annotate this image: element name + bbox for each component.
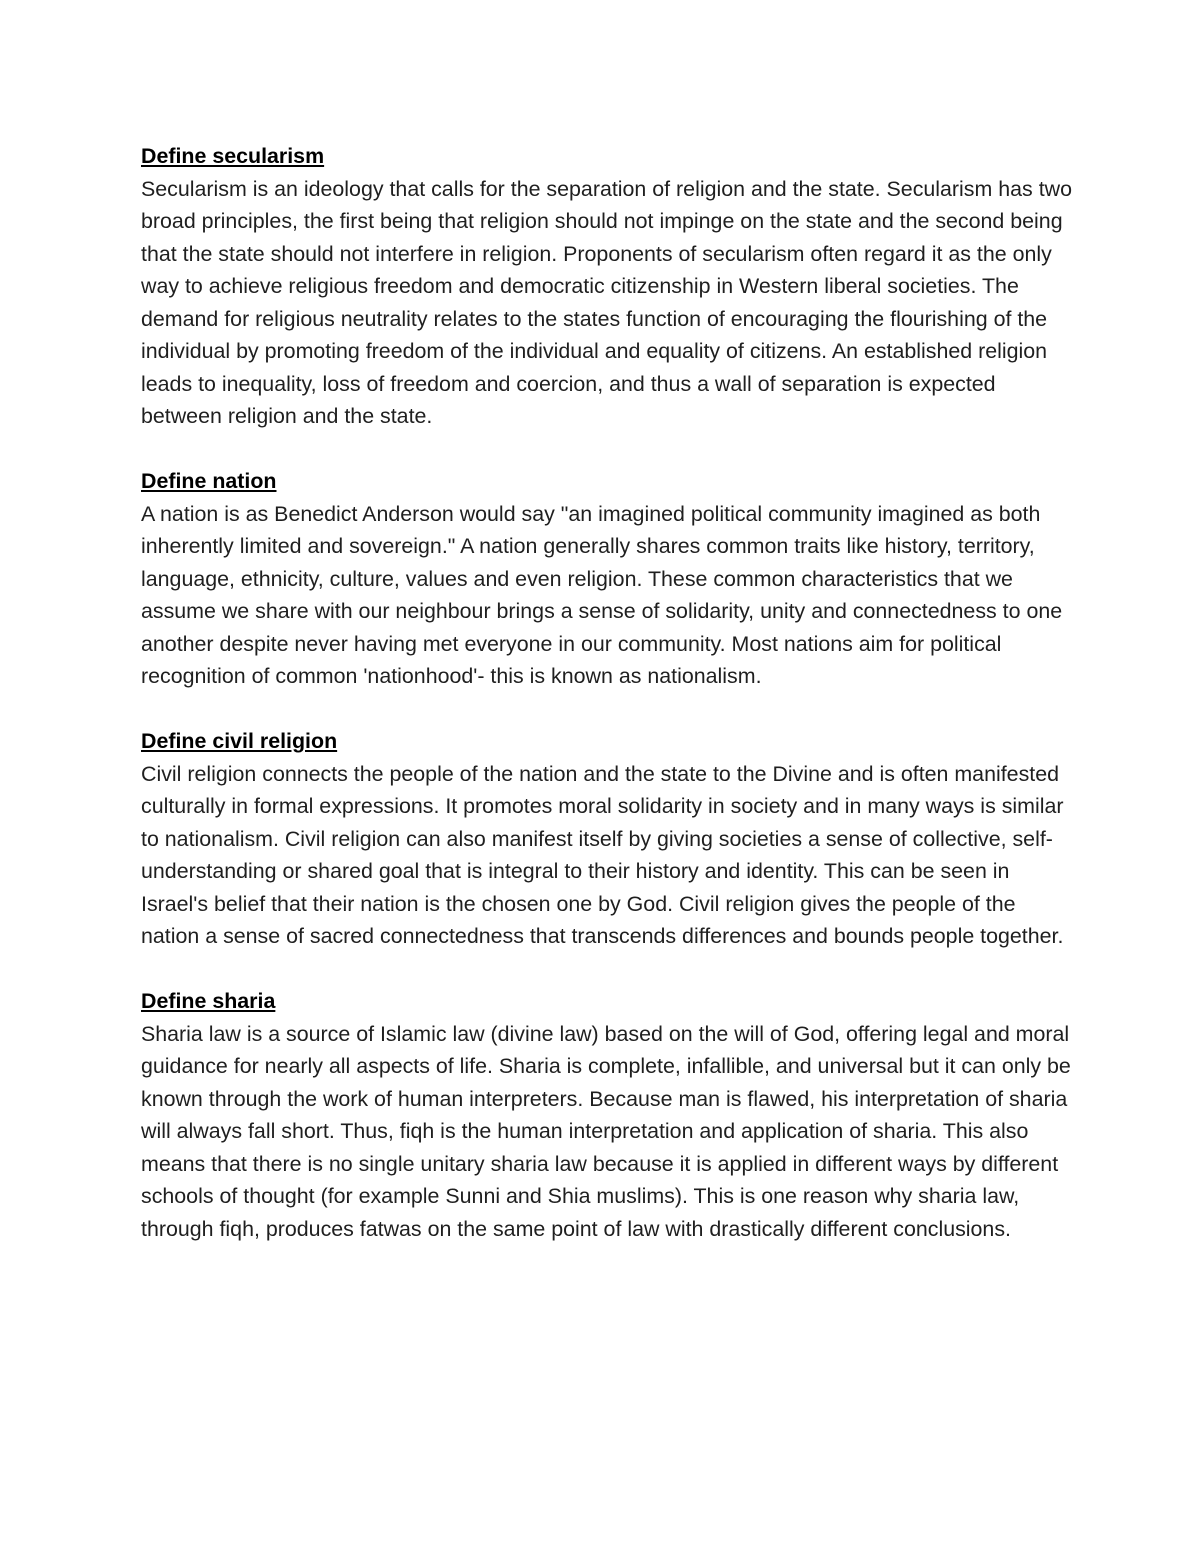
- section-body: Sharia law is a source of Islamic law (divine law) based on the will of God, offering legal and moral guidance for nearly all aspects of life. Sharia is complete, infallible, and universal but it can only be known through the work of human interpreters. Because man is flawed, his interpretation of sharia will always fall short. Thus, fiqh is the human interpretation and application of sharia. This also means that there is no single unitary sharia law because it is applied in different ways by different schools of thought (for example Sunni and Shia muslims). This is one reason why sharia law, through fiqh, produces fatwas on the same point of law with drastically different conclusions.: [141, 1021, 1071, 1241]
- section-heading: Define sharia: [141, 989, 276, 1013]
- section-heading: Define nation: [141, 469, 277, 493]
- section-nation: [141, 465, 1076, 693]
- section-secularism: [141, 140, 1076, 433]
- section-civil-religion: [141, 725, 1076, 953]
- section-body: A nation is as Benedict Anderson would say "an imagined political community imagined as both inherently limited and sovereign." A nation generally shares common traits like history, territory, language, ethnicity, culture, values and even religion. These common characteristics that we assume we share with our neighbour brings a sense of solidarity, unity and connectedness to one another despite never having met everyone in our community. Most nations aim for political recognition of common 'nationhood'- this is known as nationalism.: [141, 501, 1063, 688]
- section-body: Civil religion connects the people of the nation and the state to the Divine and is often manifested culturally in formal expressions. It promotes moral solidarity in society and in many ways is similar to nationalism. Civil religion can also manifest itself by giving societies a sense of collective, self-understanding or shared goal that is integral to their history and identity. This can be seen in Israel's belief that their nation is the chosen one by God. Civil religion gives the people of the nation a sense of sacred connectedness that transcends differences and bounds people together.: [141, 761, 1064, 948]
- section-heading: Define secularism: [141, 144, 325, 168]
- document-page: [141, 140, 1076, 1278]
- section-heading: Define civil religion: [141, 729, 338, 753]
- section-body: Secularism is an ideology that calls for the separation of religion and the state. Secularism has two broad principles, the first being that religion should not impinge on the state and the second being that the state should not interfere in religion. Proponents of secularism often regard it as the only way to achieve religious freedom and democratic citizenship in Western liberal societies. The demand for religious neutrality relates to the states function of encouraging the flourishing of the individual by promoting freedom of the individual and equality of citizens. An established religion leads to inequality, loss of freedom and coercion, and thus a wall of separation is expected between religion and the state.: [141, 176, 1072, 428]
- section-sharia: [141, 985, 1076, 1245]
